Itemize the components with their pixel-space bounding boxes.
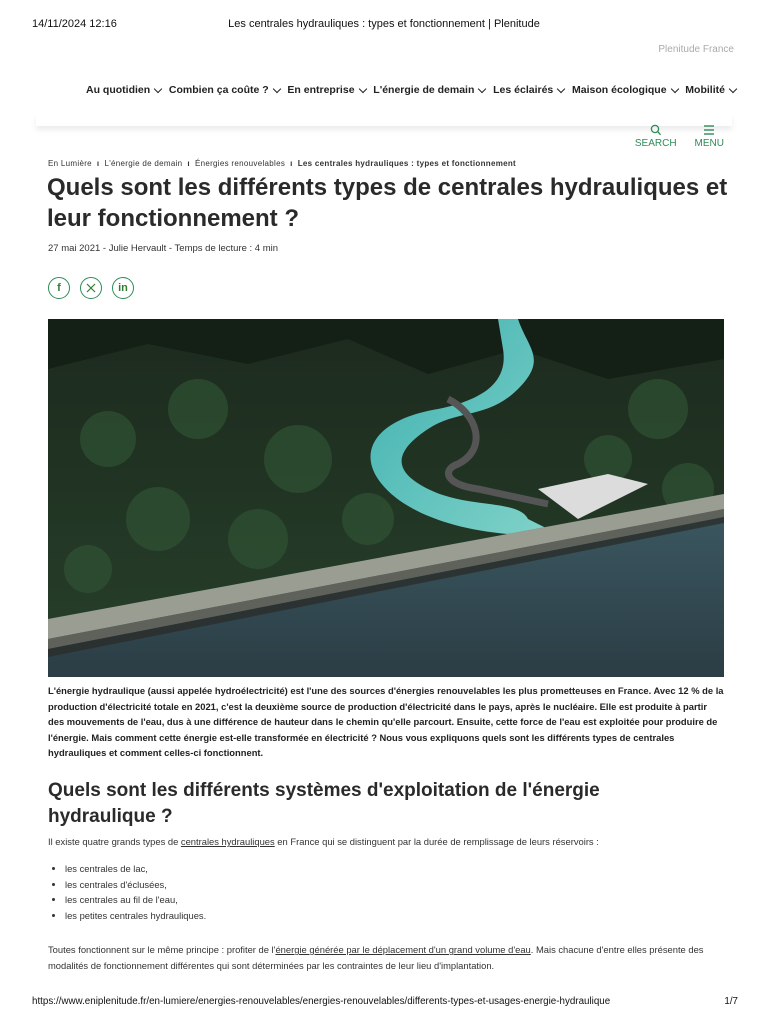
search-button[interactable] — [635, 124, 677, 149]
nav-item-energie-demain[interactable] — [373, 84, 485, 96]
list-item: • les centrales de lac, — [65, 861, 206, 877]
article-title: Quels sont les différents types de centrales hydrauliques et leur fonctionnement ? — [47, 174, 728, 232]
share-linkedin-button[interactable] — [112, 277, 134, 299]
paragraph-principle — [48, 942, 724, 973]
breadcrumb-separator: ı — [96, 159, 100, 168]
print-datetime: 14/11/2024 12:16 — [32, 18, 117, 30]
breadcrumb — [48, 159, 516, 168]
header-divider — [36, 114, 732, 126]
chevron-down-icon — [729, 84, 737, 92]
text-span: . Mais chacune d'entre elles présente des modalités de fonctionnement différentes qui sont déterminées par les contraintes de leur lieu d'implantation. — [48, 944, 704, 971]
list-item: • les centrales au fil de l'eau, — [65, 892, 206, 908]
search-label: SEARCH — [634, 138, 677, 149]
nav-item-eclaires[interactable] — [493, 84, 564, 96]
nav-item-au-quotidien[interactable] — [86, 84, 161, 96]
header-tools — [635, 124, 724, 149]
linkedin-icon: in — [118, 282, 128, 294]
breadcrumb-separator: ı — [290, 159, 293, 168]
print-header — [32, 18, 736, 32]
hamburger-menu-icon — [702, 124, 716, 136]
list-item: • les centrales d'éclusées, — [65, 877, 206, 893]
menu-button[interactable] — [695, 124, 724, 149]
paragraph-types-intro — [48, 836, 724, 847]
article-meta: 27 mai 2021 - Julie Hervault - Temps de lecture : 4 min — [48, 243, 279, 254]
hero-image-dam — [48, 319, 724, 677]
breadcrumb-item[interactable]: L'énergie de demain — [104, 159, 183, 168]
nav-label: En entreprise — [287, 84, 355, 96]
print-page-number: 1/7 — [724, 996, 738, 1007]
chevron-down-icon — [670, 84, 678, 92]
link-centrales-hydrauliques[interactable]: centrales hydrauliques — [180, 836, 275, 847]
text-span: Toutes fonctionnent sur le même principe : profiter de l' — [48, 944, 276, 955]
nav-item-maison[interactable] — [572, 84, 678, 96]
breadcrumb-item[interactable]: Énergies renouvelables — [194, 159, 286, 168]
print-url: https://www.eniplenitude.fr/en-lumiere/energies-renouvelables/energies-renouvelables/differents-types-et-usages-energie-hydraulique — [32, 996, 611, 1007]
facebook-icon: f — [57, 282, 61, 294]
main-nav — [86, 84, 736, 96]
nav-item-mobilite[interactable] — [685, 84, 736, 96]
chevron-down-icon — [557, 84, 565, 92]
dam-illustration — [48, 319, 724, 677]
x-twitter-icon — [86, 283, 96, 293]
share-bar — [48, 277, 134, 299]
brand-link[interactable]: Plenitude France — [658, 44, 734, 55]
nav-item-combien[interactable] — [169, 84, 280, 96]
link-energie-generee[interactable]: énergie générée par le déplacement d'un grand volume d'eau — [275, 944, 531, 955]
nav-item-entreprise[interactable] — [287, 84, 365, 96]
menu-label: MENU — [694, 138, 724, 149]
plant-types-list — [48, 861, 206, 923]
print-page-title: Les centrales hydrauliques : types et fonctionnement | Plenitude — [228, 18, 540, 30]
section-heading: Quels sont les différents systèmes d'exploitation de l'énergie hydraulique ? — [48, 780, 600, 827]
chevron-down-icon — [478, 84, 486, 92]
nav-label: Combien ça coûte ? — [168, 84, 269, 96]
share-x-button[interactable] — [80, 277, 102, 299]
breadcrumb-current: Les centrales hydrauliques : types et fonctionnement — [297, 159, 517, 168]
list-item: • les petites centrales hydrauliques. — [65, 908, 206, 924]
nav-label: L'énergie de demain — [373, 84, 475, 96]
article-intro: L'énergie hydraulique (aussi appelée hydroélectricité) est l'une des sources d'énergies renouvelables les plus prometteuses en France. Avec 12 % de la production d'électricité totale en 2021, c'est la deuxième source de production d'électricité dans le pays, après le nucléaire. Elle est produite à partir des mouvements de l'eau, dus à une différence de hauteur dans le chemin qu'elle parcourt. Ensuite, cette force de l'eau est exploitée pour produire de l'énergie. Mais comment cette énergie est-elle transformée en électricité ? Nous vous expliquons quels sont les différents types de centrales hydrauliques et comment celles-ci fonctionnent. — [48, 685, 724, 758]
text-span: en France qui se distinguent par la durée de remplissage de leurs réservoirs : — [274, 836, 599, 847]
nav-label: Les éclairés — [493, 84, 554, 96]
chevron-down-icon — [154, 84, 162, 92]
chevron-down-icon — [272, 84, 280, 92]
nav-label: Au quotidien — [86, 84, 151, 96]
nav-label: Maison écologique — [572, 84, 667, 96]
text-span: Il existe quatre grands types de — [48, 836, 181, 847]
breadcrumb-item[interactable]: En Lumière — [48, 159, 92, 168]
breadcrumb-separator: ı — [187, 159, 190, 168]
search-icon — [649, 124, 663, 136]
share-facebook-button[interactable] — [48, 277, 70, 299]
nav-label: Mobilité — [685, 84, 725, 96]
chevron-down-icon — [358, 84, 366, 92]
